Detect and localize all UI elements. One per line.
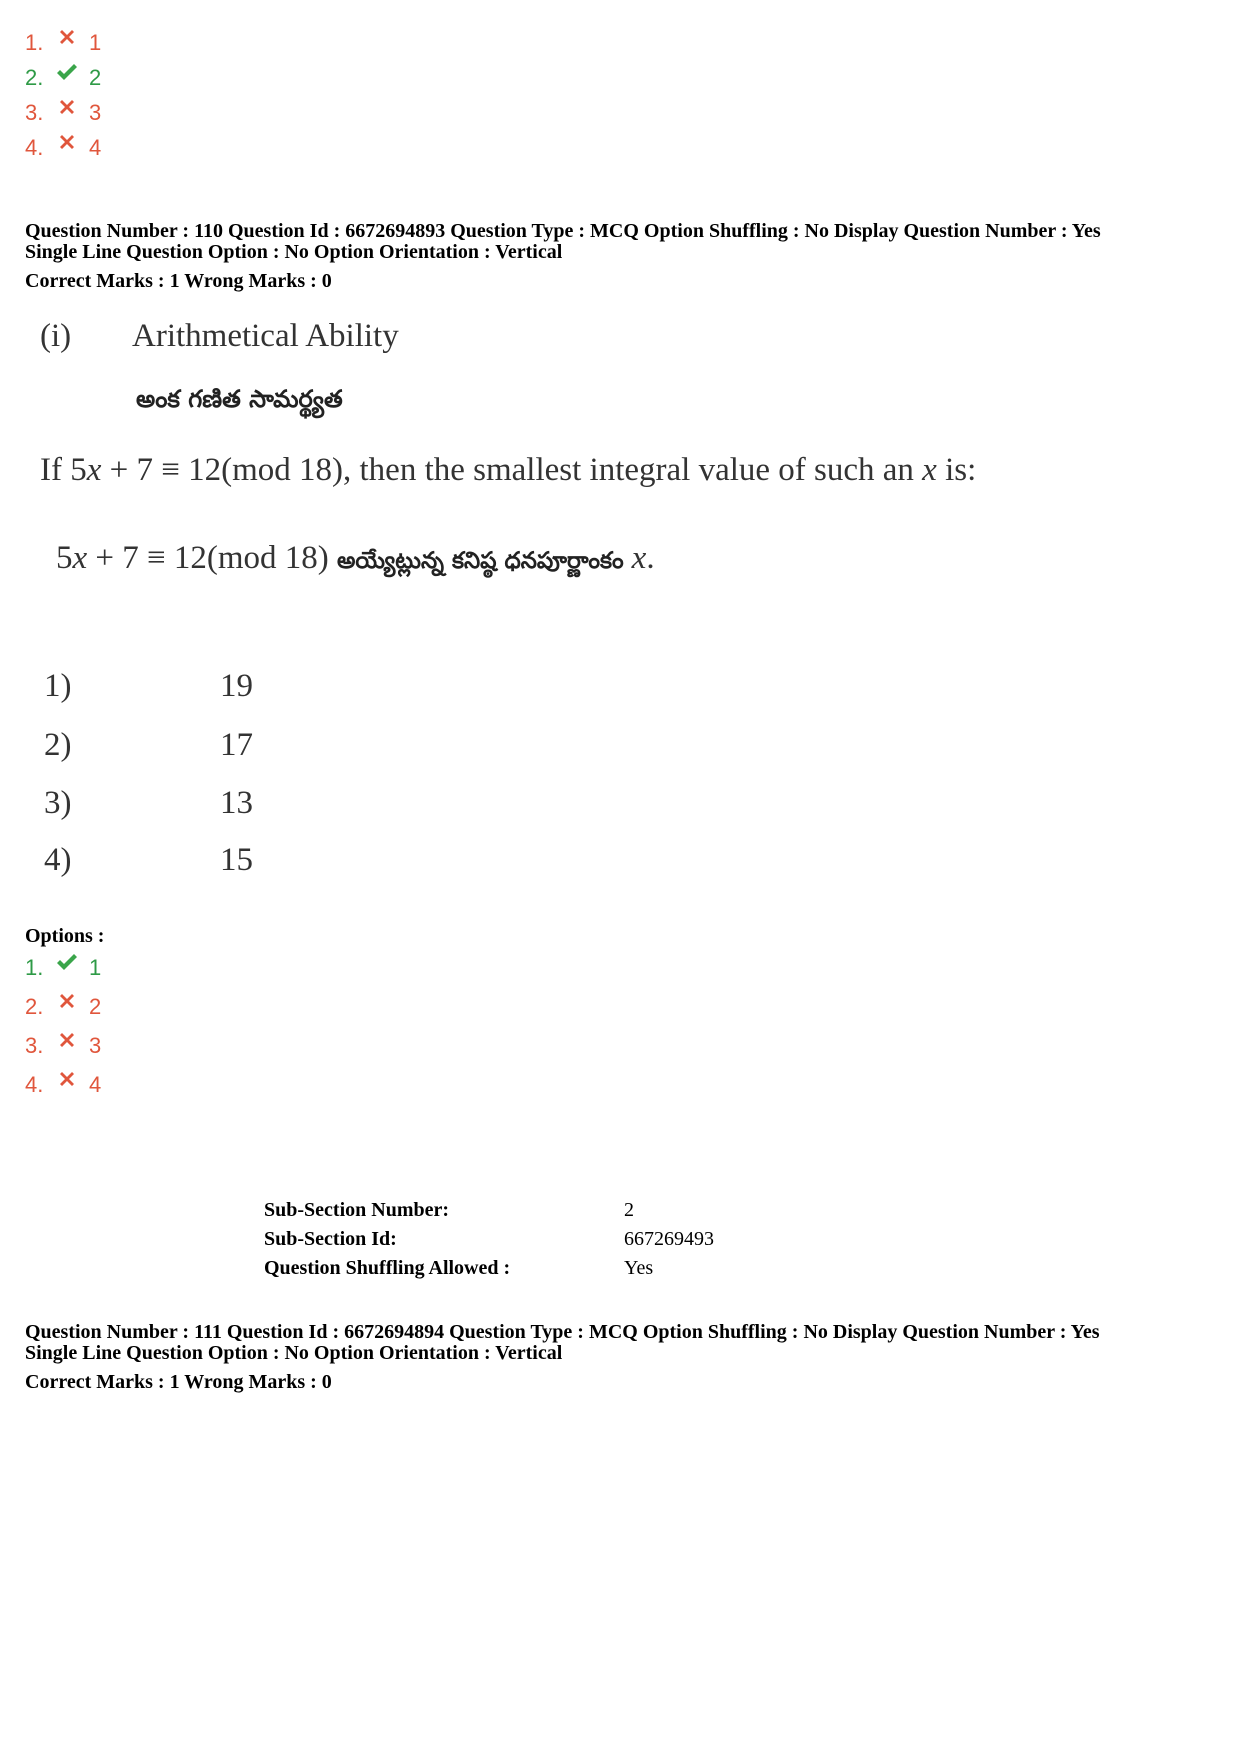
choice-label: 3) [44, 785, 72, 821]
stem-part: is: [936, 452, 977, 488]
option-value: 2 [89, 65, 102, 90]
stem-part: + 7 ≡ 12(mod 18) [87, 540, 338, 576]
subsection-id-row [264, 1225, 714, 1254]
q111-meta-line1: Question Number : 111 Question Id : 6672694894 Question Type : MCQ Option Shuffling : No Display Question Number : Yes [25, 1321, 1100, 1343]
q110-meta-line1: Question Number : 110 Question Id : 6672694893 Question Type : MCQ Option Shuffling : No Display Question Number : Yes [25, 220, 1101, 242]
q110-meta [25, 221, 1101, 263]
q110-meta-line2: Single Line Question Option : No Option Orientation : Vertical [25, 241, 563, 263]
subsection-number-value: 2 [624, 1199, 634, 1221]
choice-3 [44, 785, 253, 822]
option-number: 3. [25, 100, 44, 125]
stem-part: If 5 [40, 452, 87, 488]
choice-value: 19 [220, 668, 253, 704]
cross-icon [55, 1067, 79, 1091]
option-3 [25, 1028, 101, 1064]
q110-marks: Correct Marks : 1 Wrong Marks : 0 [25, 270, 332, 292]
choice-2 [44, 727, 253, 764]
choice-4 [44, 842, 253, 879]
option-value: 3 [89, 1033, 102, 1058]
stem-variable: x [72, 540, 88, 576]
stem-variable: x [922, 452, 937, 488]
cross-icon [55, 95, 79, 119]
cross-icon [55, 25, 79, 49]
subsection-info [264, 1196, 714, 1283]
q111-meta [25, 1322, 1100, 1364]
option-number: 1. [25, 955, 44, 980]
prev-option-4 [25, 130, 101, 166]
cross-icon [55, 1028, 79, 1052]
option-number: 3. [25, 1033, 44, 1058]
option-1 [25, 950, 101, 986]
check-icon [55, 950, 79, 974]
options-heading: Options : [25, 925, 105, 947]
section-number: (i) [40, 318, 72, 354]
choice-value: 13 [220, 785, 253, 821]
option-value: 4 [89, 135, 102, 160]
prev-option-3 [25, 95, 101, 131]
q111-marks: Correct Marks : 1 Wrong Marks : 0 [25, 1371, 332, 1393]
option-number: 2. [25, 65, 44, 90]
choice-label: 1) [44, 668, 72, 704]
section-title: Arithmetical Ability [132, 318, 399, 354]
stem-telugu-text: అయ్యేట్లున్న కనిష్ఠ ధనపూర్ణాంకం [337, 548, 624, 574]
option-value: 1 [89, 955, 102, 980]
option-number: 4. [25, 1072, 44, 1097]
option-4 [25, 1067, 101, 1103]
subsection-id-value: 667269493 [624, 1228, 714, 1250]
option-value: 2 [89, 994, 102, 1019]
cross-icon [55, 130, 79, 154]
choice-label: 2) [44, 727, 72, 763]
cross-icon [55, 989, 79, 1013]
stem-part: + 7 ≡ 12(mod 18), then the smallest integral value of such an [101, 452, 923, 488]
check-icon [55, 60, 79, 84]
q111-meta-line2: Single Line Question Option : No Option Orientation : Vertical [25, 1342, 563, 1364]
choice-label: 4) [44, 842, 72, 878]
question-shuffling-value: Yes [624, 1257, 654, 1279]
choice-value: 15 [220, 842, 253, 878]
stem-part: 5 [56, 540, 73, 576]
question-stem-english [40, 452, 976, 489]
question-shuffling-row [264, 1254, 714, 1283]
section-heading [40, 318, 399, 355]
subsection-number-label: Sub-Section Number: [264, 1199, 450, 1221]
choice-1 [44, 668, 253, 705]
choice-value: 17 [220, 727, 253, 763]
stem-variable: x [86, 452, 102, 488]
option-2 [25, 989, 101, 1025]
prev-option-2 [25, 60, 101, 96]
subsection-id-label: Sub-Section Id: [264, 1228, 397, 1250]
stem-variable: x [631, 540, 647, 576]
section-title-telugu: అంక గణిత సామర్థ్యత [136, 385, 343, 413]
question-shuffling-label: Question Shuffling Allowed : [264, 1257, 511, 1279]
option-value: 1 [89, 30, 102, 55]
prev-option-1 [25, 25, 101, 61]
stem-part: . [646, 540, 655, 576]
option-value: 4 [89, 1072, 102, 1097]
option-value: 3 [89, 100, 102, 125]
question-stem-telugu [56, 540, 655, 580]
subsection-number-row [264, 1196, 714, 1225]
option-number: 1. [25, 30, 44, 55]
option-number: 4. [25, 135, 44, 160]
option-number: 2. [25, 994, 44, 1019]
